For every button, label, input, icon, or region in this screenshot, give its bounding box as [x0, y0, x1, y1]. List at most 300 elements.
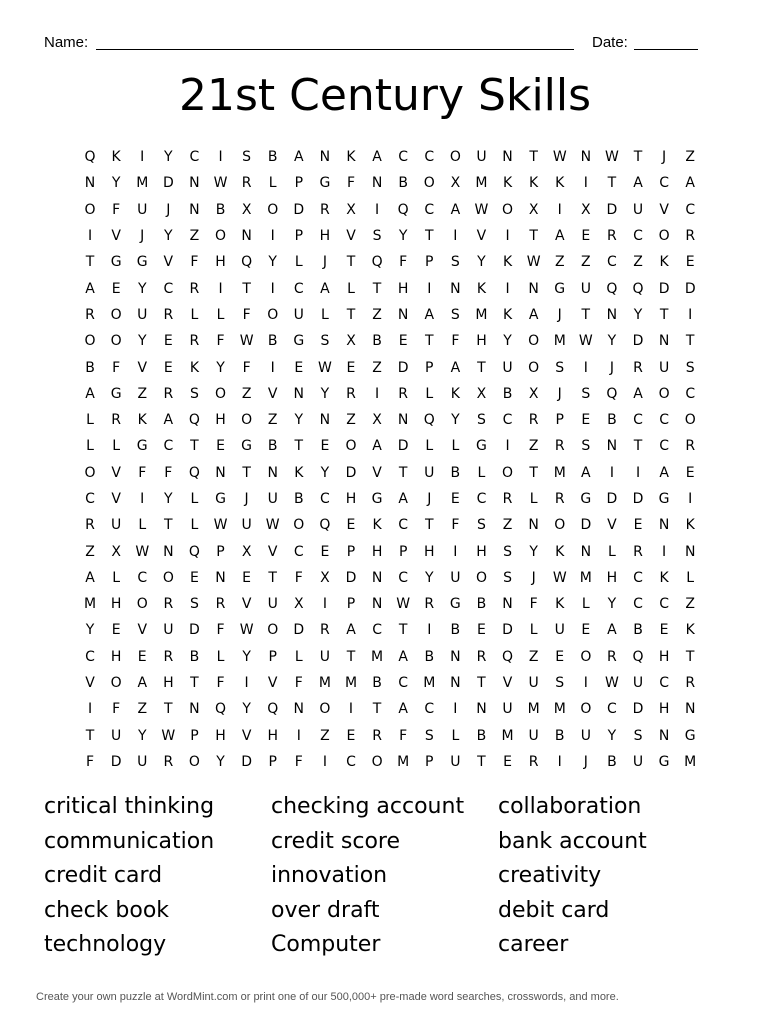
grid-letter[interactable]: O: [293, 517, 305, 534]
grid-letter[interactable]: I: [270, 359, 275, 376]
grid-letter[interactable]: G: [293, 333, 305, 350]
grid-letter[interactable]: B: [215, 201, 226, 218]
grid-letter[interactable]: H: [658, 701, 670, 718]
grid-letter[interactable]: U: [502, 701, 513, 718]
grid-letter[interactable]: N: [319, 412, 331, 429]
grid-letter[interactable]: Z: [189, 228, 200, 245]
grid-letter[interactable]: O: [580, 701, 592, 718]
grid-letter[interactable]: O: [345, 438, 357, 455]
grid-letter[interactable]: N: [658, 727, 670, 744]
grid-letter[interactable]: D: [345, 464, 357, 481]
grid-letter[interactable]: P: [425, 359, 434, 376]
grid-letter[interactable]: A: [581, 464, 591, 481]
grid-letter[interactable]: R: [424, 596, 435, 613]
grid-letter[interactable]: L: [294, 254, 303, 271]
grid-letter[interactable]: F: [294, 675, 303, 692]
grid-letter[interactable]: L: [216, 306, 225, 323]
grid-letter[interactable]: O: [84, 201, 96, 218]
grid-letter[interactable]: F: [451, 517, 460, 534]
grid-letter[interactable]: N: [684, 543, 696, 560]
grid-letter[interactable]: U: [111, 517, 122, 534]
grid-letter[interactable]: W: [317, 359, 332, 376]
grid-letter[interactable]: V: [659, 201, 669, 218]
grid-letter[interactable]: M: [423, 675, 436, 692]
grid-letter[interactable]: V: [241, 727, 252, 744]
grid-letter[interactable]: O: [580, 648, 592, 665]
grid-letter[interactable]: O: [267, 622, 279, 639]
grid-letter[interactable]: P: [398, 543, 408, 560]
grid-letter[interactable]: G: [580, 491, 592, 507]
grid-letter[interactable]: Q: [84, 149, 96, 166]
grid-letter[interactable]: E: [685, 464, 695, 481]
grid-letter[interactable]: K: [659, 569, 669, 586]
grid-letter[interactable]: C: [659, 675, 669, 692]
grid-letter[interactable]: M: [501, 727, 514, 744]
grid-letter[interactable]: D: [293, 201, 305, 218]
grid-letter[interactable]: Q: [606, 385, 618, 402]
grid-letter[interactable]: V: [502, 675, 513, 692]
grid-letter[interactable]: I: [244, 675, 249, 692]
grid-letter[interactable]: I: [270, 280, 275, 297]
grid-letter[interactable]: E: [294, 359, 304, 376]
grid-letter[interactable]: M: [579, 569, 592, 586]
grid-letter[interactable]: T: [581, 306, 591, 323]
grid-letter[interactable]: V: [137, 359, 148, 376]
grid-letter[interactable]: D: [397, 359, 409, 376]
grid-letter[interactable]: S: [555, 675, 565, 692]
grid-letter[interactable]: H: [110, 648, 122, 665]
grid-letter[interactable]: N: [371, 596, 383, 613]
grid-letter[interactable]: O: [136, 596, 148, 613]
grid-letter[interactable]: Y: [529, 543, 538, 560]
grid-letter[interactable]: B: [450, 622, 461, 639]
grid-letter[interactable]: G: [319, 175, 331, 192]
grid-letter[interactable]: L: [451, 438, 460, 455]
grid-letter[interactable]: C: [398, 517, 409, 534]
grid-letter[interactable]: V: [267, 543, 278, 560]
grid-letter[interactable]: Z: [581, 254, 591, 271]
grid-letter[interactable]: V: [137, 622, 148, 639]
grid-letter[interactable]: U: [267, 491, 278, 507]
grid-letter[interactable]: A: [372, 438, 382, 455]
grid-letter[interactable]: C: [424, 201, 435, 218]
grid-letter[interactable]: H: [371, 543, 383, 560]
grid-letter[interactable]: A: [607, 622, 617, 639]
name-input-line[interactable]: [96, 49, 574, 50]
grid-letter[interactable]: K: [555, 596, 565, 613]
grid-letter[interactable]: T: [190, 675, 199, 692]
grid-letter[interactable]: Y: [607, 727, 617, 744]
grid-letter[interactable]: M: [136, 175, 149, 192]
grid-letter[interactable]: R: [163, 648, 174, 665]
grid-letter[interactable]: O: [475, 569, 487, 586]
grid-letter[interactable]: U: [241, 517, 252, 534]
grid-letter[interactable]: U: [163, 622, 174, 639]
grid-letter[interactable]: C: [424, 701, 435, 718]
grid-letter[interactable]: I: [375, 201, 380, 218]
grid-letter[interactable]: C: [476, 491, 487, 507]
grid-letter[interactable]: T: [372, 280, 382, 297]
grid-letter[interactable]: Y: [164, 149, 173, 166]
grid-letter[interactable]: I: [322, 753, 327, 770]
grid-letter[interactable]: S: [189, 596, 199, 613]
grid-letter[interactable]: L: [86, 412, 94, 429]
grid-letter[interactable]: J: [166, 201, 171, 218]
grid-letter[interactable]: S: [450, 254, 460, 271]
grid-letter[interactable]: W: [605, 675, 619, 692]
grid-letter[interactable]: W: [265, 517, 280, 534]
grid-letter[interactable]: Y: [477, 254, 486, 271]
grid-letter[interactable]: Q: [502, 648, 514, 665]
grid-letter[interactable]: T: [529, 228, 538, 245]
grid-letter[interactable]: R: [189, 280, 200, 297]
grid-letter[interactable]: I: [87, 701, 93, 718]
grid-letter[interactable]: W: [526, 254, 541, 271]
grid-letter[interactable]: O: [162, 569, 174, 586]
grid-letter[interactable]: K: [555, 175, 565, 192]
grid-letter[interactable]: Z: [528, 438, 539, 455]
grid-letter[interactable]: C: [607, 701, 617, 718]
grid-letter[interactable]: I: [662, 543, 667, 560]
grid-letter[interactable]: Y: [320, 385, 330, 402]
grid-letter[interactable]: O: [502, 464, 514, 481]
grid-letter[interactable]: A: [372, 149, 382, 166]
grid-letter[interactable]: Y: [242, 701, 251, 718]
grid-letter[interactable]: B: [267, 438, 278, 455]
grid-letter[interactable]: D: [241, 753, 252, 770]
grid-letter[interactable]: Y: [164, 491, 173, 507]
grid-letter[interactable]: Q: [188, 412, 200, 429]
grid-letter[interactable]: M: [397, 753, 410, 770]
grid-letter[interactable]: D: [162, 175, 174, 192]
grid-letter[interactable]: F: [190, 254, 199, 271]
grid-letter[interactable]: R: [554, 491, 565, 507]
grid-letter[interactable]: E: [346, 359, 356, 376]
grid-letter[interactable]: C: [189, 149, 200, 166]
grid-letter[interactable]: R: [502, 491, 513, 507]
grid-letter[interactable]: G: [476, 438, 487, 455]
grid-letter[interactable]: X: [528, 385, 539, 402]
grid-letter[interactable]: E: [163, 333, 173, 350]
grid-letter[interactable]: Q: [632, 648, 644, 665]
grid-letter[interactable]: R: [528, 753, 539, 770]
grid-letter[interactable]: Z: [85, 543, 95, 560]
grid-letter[interactable]: A: [528, 306, 539, 323]
grid-letter[interactable]: U: [528, 675, 539, 692]
grid-letter[interactable]: W: [605, 149, 619, 166]
grid-letter[interactable]: E: [581, 228, 591, 245]
grid-letter[interactable]: I: [557, 201, 562, 218]
grid-letter[interactable]: R: [215, 596, 226, 613]
grid-letter[interactable]: A: [398, 648, 408, 665]
grid-letter[interactable]: Z: [241, 385, 252, 402]
grid-letter[interactable]: M: [475, 175, 488, 192]
grid-letter[interactable]: D: [345, 569, 357, 586]
grid-letter[interactable]: G: [136, 254, 148, 271]
grid-letter[interactable]: T: [607, 175, 617, 192]
grid-letter[interactable]: R: [85, 306, 95, 323]
grid-letter[interactable]: P: [268, 753, 277, 770]
grid-letter[interactable]: P: [346, 596, 356, 613]
grid-letter[interactable]: C: [633, 569, 643, 586]
grid-letter[interactable]: F: [216, 622, 225, 639]
grid-letter[interactable]: N: [241, 228, 252, 245]
grid-letter[interactable]: D: [293, 622, 305, 639]
grid-letter[interactable]: R: [685, 228, 696, 245]
grid-letter[interactable]: T: [372, 701, 382, 718]
grid-letter[interactable]: J: [244, 491, 249, 507]
grid-letter[interactable]: W: [552, 569, 567, 586]
grid-letter[interactable]: N: [580, 543, 592, 560]
grid-letter[interactable]: M: [371, 648, 384, 665]
grid-letter[interactable]: W: [161, 727, 176, 744]
grid-letter[interactable]: B: [450, 464, 461, 481]
grid-letter[interactable]: B: [502, 385, 513, 402]
grid-letter[interactable]: M: [684, 753, 697, 770]
grid-letter[interactable]: F: [112, 701, 121, 718]
grid-letter[interactable]: U: [580, 280, 591, 297]
grid-letter[interactable]: L: [216, 648, 225, 665]
grid-letter[interactable]: T: [346, 306, 356, 323]
grid-letter[interactable]: B: [372, 675, 382, 692]
grid-letter[interactable]: E: [450, 491, 460, 507]
grid-letter[interactable]: C: [85, 491, 95, 507]
grid-letter[interactable]: C: [137, 569, 148, 586]
grid-letter[interactable]: Y: [242, 648, 251, 665]
grid-letter[interactable]: C: [633, 596, 643, 613]
grid-letter[interactable]: K: [137, 412, 147, 429]
grid-letter[interactable]: V: [476, 228, 487, 245]
grid-letter[interactable]: A: [320, 280, 330, 297]
grid-letter[interactable]: O: [423, 175, 435, 192]
grid-letter[interactable]: B: [267, 333, 278, 350]
grid-letter[interactable]: M: [318, 675, 331, 692]
grid-letter[interactable]: Q: [371, 254, 383, 271]
grid-letter[interactable]: E: [111, 622, 121, 639]
grid-letter[interactable]: C: [398, 569, 409, 586]
grid-letter[interactable]: R: [346, 385, 356, 402]
grid-letter[interactable]: N: [606, 438, 618, 455]
grid-letter[interactable]: S: [477, 412, 486, 429]
grid-letter[interactable]: R: [398, 385, 409, 402]
grid-letter[interactable]: L: [112, 569, 121, 586]
grid-letter[interactable]: F: [86, 753, 95, 770]
grid-letter[interactable]: L: [190, 517, 199, 534]
grid-letter[interactable]: I: [505, 228, 510, 245]
grid-letter[interactable]: C: [685, 385, 696, 402]
grid-letter[interactable]: X: [241, 543, 252, 560]
grid-letter[interactable]: G: [110, 385, 122, 402]
grid-letter[interactable]: C: [659, 438, 669, 455]
grid-letter[interactable]: N: [319, 149, 331, 166]
grid-letter[interactable]: T: [164, 517, 173, 534]
grid-letter[interactable]: N: [371, 175, 383, 192]
grid-letter[interactable]: C: [163, 438, 174, 455]
grid-letter[interactable]: E: [216, 438, 225, 455]
grid-letter[interactable]: R: [241, 175, 252, 192]
grid-letter[interactable]: H: [163, 675, 174, 692]
grid-letter[interactable]: E: [581, 622, 591, 639]
grid-letter[interactable]: X: [294, 596, 304, 613]
grid-letter[interactable]: I: [427, 622, 432, 639]
grid-letter[interactable]: Z: [267, 412, 278, 429]
grid-letter[interactable]: D: [606, 491, 618, 507]
grid-letter[interactable]: Y: [424, 569, 434, 586]
grid-letter[interactable]: Y: [398, 228, 408, 245]
grid-letter[interactable]: N: [658, 517, 670, 534]
grid-letter[interactable]: F: [164, 464, 173, 481]
grid-letter[interactable]: J: [583, 753, 588, 770]
grid-letter[interactable]: H: [424, 543, 435, 560]
grid-letter[interactable]: L: [581, 596, 590, 613]
grid-letter[interactable]: U: [137, 201, 148, 218]
grid-letter[interactable]: L: [190, 491, 199, 507]
grid-letter[interactable]: B: [476, 727, 487, 744]
grid-letter[interactable]: A: [685, 175, 695, 192]
grid-letter[interactable]: K: [659, 254, 669, 271]
grid-letter[interactable]: U: [450, 569, 461, 586]
grid-letter[interactable]: T: [477, 753, 486, 770]
grid-letter[interactable]: C: [372, 622, 382, 639]
grid-letter[interactable]: L: [425, 438, 434, 455]
grid-letter[interactable]: X: [450, 175, 461, 192]
grid-letter[interactable]: Z: [372, 359, 382, 376]
grid-letter[interactable]: V: [241, 596, 252, 613]
grid-letter[interactable]: F: [112, 359, 121, 376]
grid-letter[interactable]: G: [684, 727, 696, 744]
grid-letter[interactable]: T: [659, 306, 669, 323]
grid-letter[interactable]: T: [529, 464, 538, 481]
grid-letter[interactable]: P: [294, 228, 304, 245]
grid-letter[interactable]: Y: [607, 333, 617, 350]
grid-letter[interactable]: K: [502, 306, 513, 323]
grid-letter[interactable]: R: [528, 412, 539, 429]
grid-letter[interactable]: X: [241, 201, 252, 218]
grid-letter[interactable]: E: [503, 753, 512, 770]
grid-letter[interactable]: E: [242, 569, 252, 586]
grid-letter[interactable]: O: [188, 753, 200, 770]
grid-letter[interactable]: O: [110, 675, 122, 692]
grid-letter[interactable]: E: [189, 569, 199, 586]
grid-letter[interactable]: T: [685, 333, 695, 350]
grid-letter[interactable]: W: [213, 175, 228, 192]
grid-letter[interactable]: V: [111, 491, 121, 507]
grid-letter[interactable]: K: [529, 175, 539, 192]
grid-letter[interactable]: N: [450, 675, 461, 692]
grid-letter[interactable]: P: [294, 175, 304, 192]
grid-letter[interactable]: E: [137, 648, 147, 665]
grid-letter[interactable]: P: [425, 753, 434, 770]
grid-letter[interactable]: A: [85, 280, 95, 297]
grid-letter[interactable]: T: [346, 254, 356, 271]
grid-letter[interactable]: Y: [216, 359, 225, 376]
grid-letter[interactable]: Q: [267, 701, 279, 718]
grid-letter[interactable]: L: [112, 438, 121, 455]
grid-letter[interactable]: Z: [372, 306, 382, 323]
grid-letter[interactable]: A: [450, 359, 461, 376]
grid-letter[interactable]: F: [216, 333, 225, 350]
grid-letter[interactable]: T: [633, 438, 643, 455]
grid-letter[interactable]: U: [502, 359, 513, 376]
grid-letter[interactable]: X: [346, 333, 356, 350]
grid-letter[interactable]: F: [399, 254, 408, 271]
grid-letter[interactable]: Q: [319, 517, 331, 534]
grid-letter[interactable]: V: [111, 464, 121, 481]
grid-letter[interactable]: A: [137, 675, 148, 692]
grid-letter[interactable]: J: [140, 228, 145, 245]
grid-letter[interactable]: S: [581, 438, 591, 455]
grid-letter[interactable]: Q: [188, 543, 200, 560]
grid-letter[interactable]: C: [398, 675, 409, 692]
grid-letter[interactable]: F: [451, 333, 460, 350]
grid-letter[interactable]: R: [163, 306, 174, 323]
grid-letter[interactable]: N: [293, 385, 305, 402]
grid-letter[interactable]: N: [528, 517, 539, 534]
grid-letter[interactable]: B: [189, 648, 200, 665]
grid-letter[interactable]: A: [633, 385, 643, 402]
grid-letter[interactable]: O: [449, 149, 461, 166]
grid-letter[interactable]: X: [528, 201, 539, 218]
grid-letter[interactable]: C: [293, 280, 304, 297]
grid-letter[interactable]: M: [344, 675, 358, 692]
grid-letter[interactable]: H: [215, 727, 226, 744]
grid-letter[interactable]: F: [242, 306, 251, 323]
grid-letter[interactable]: W: [552, 149, 567, 166]
grid-letter[interactable]: N: [580, 149, 592, 166]
grid-letter[interactable]: C: [607, 254, 617, 271]
grid-letter[interactable]: F: [294, 753, 303, 770]
grid-letter[interactable]: U: [137, 753, 148, 770]
grid-letter[interactable]: C: [633, 228, 643, 245]
grid-letter[interactable]: J: [557, 306, 562, 323]
grid-letter[interactable]: G: [658, 753, 670, 770]
grid-letter[interactable]: Z: [685, 596, 695, 613]
grid-letter[interactable]: I: [87, 228, 93, 245]
grid-letter[interactable]: N: [502, 149, 513, 166]
grid-letter[interactable]: I: [609, 464, 614, 481]
grid-letter[interactable]: T: [424, 517, 434, 534]
grid-letter[interactable]: K: [372, 517, 382, 534]
grid-letter[interactable]: U: [319, 648, 331, 665]
grid-letter[interactable]: I: [427, 280, 432, 297]
grid-letter[interactable]: U: [580, 727, 591, 744]
grid-letter[interactable]: Q: [188, 464, 200, 481]
grid-letter[interactable]: T: [85, 254, 95, 271]
grid-letter[interactable]: E: [320, 438, 330, 455]
grid-letter[interactable]: K: [189, 359, 200, 376]
grid-letter[interactable]: V: [346, 228, 356, 245]
grid-letter[interactable]: T: [294, 438, 304, 455]
grid-letter[interactable]: N: [267, 464, 278, 481]
grid-letter[interactable]: E: [659, 622, 669, 639]
grid-letter[interactable]: L: [138, 517, 147, 534]
grid-letter[interactable]: F: [399, 727, 408, 744]
grid-letter[interactable]: K: [476, 280, 487, 297]
grid-letter[interactable]: F: [529, 596, 538, 613]
grid-letter[interactable]: N: [397, 412, 409, 429]
grid-letter[interactable]: L: [190, 306, 199, 323]
grid-letter[interactable]: T: [85, 727, 95, 744]
grid-letter[interactable]: V: [267, 675, 278, 692]
grid-letter[interactable]: A: [554, 228, 565, 245]
grid-letter[interactable]: J: [531, 569, 536, 586]
grid-letter[interactable]: R: [633, 359, 643, 376]
grid-letter[interactable]: X: [581, 201, 591, 218]
grid-letter[interactable]: Y: [320, 464, 330, 481]
grid-letter[interactable]: L: [294, 648, 303, 665]
grid-letter[interactable]: T: [398, 464, 408, 481]
grid-letter[interactable]: D: [606, 201, 618, 218]
